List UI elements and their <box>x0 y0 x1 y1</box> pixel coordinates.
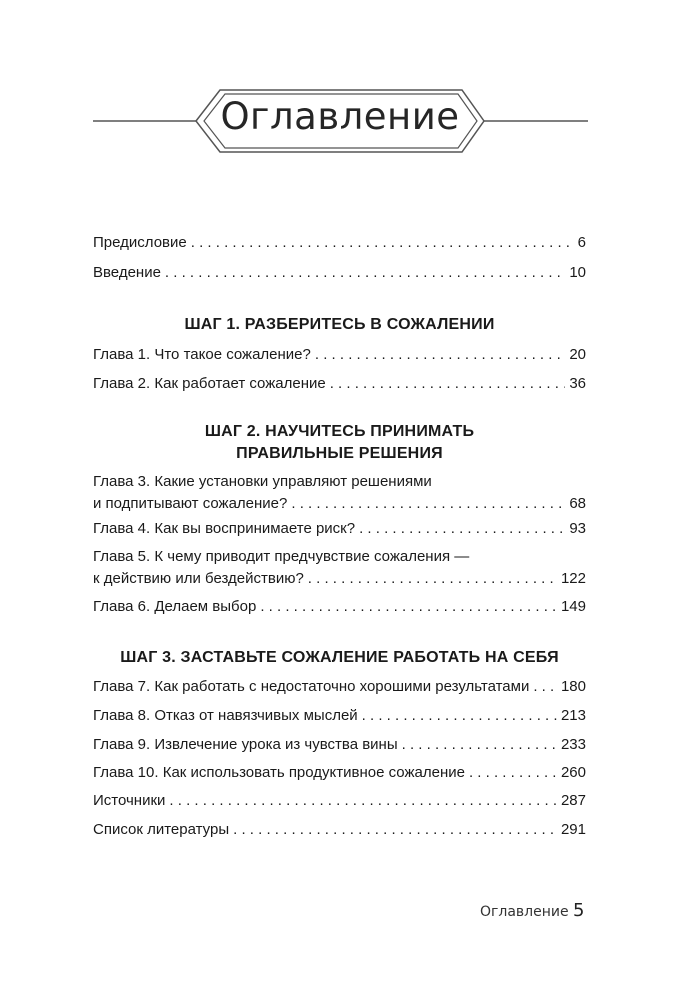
dot-leader <box>469 763 557 783</box>
toc-entry-page: 20 <box>569 346 586 363</box>
toc-entry-title: Глава 4. Как вы воспринимаете риск? <box>93 520 356 537</box>
toc-entry-page: 180 <box>560 678 586 695</box>
toc-entry-page: 6 <box>577 234 586 251</box>
toc-entry-chapter2[interactable] <box>93 374 586 394</box>
running-footer-label: Оглавление <box>480 904 569 920</box>
dot-leader <box>165 263 565 283</box>
dot-leader <box>315 345 565 365</box>
toc-entry-introduction[interactable] <box>93 263 586 283</box>
section-heading-step2-line2: ПРАВИЛЬНЫЕ РЕШЕНИЯ <box>236 445 443 462</box>
toc-entry-page: 213 <box>560 707 586 724</box>
dot-leader <box>260 597 557 617</box>
toc-entry-chapter4[interactable] <box>93 519 586 539</box>
toc-entry-chapter3[interactable] <box>93 494 586 514</box>
toc-entry-title: Список литературы <box>93 821 230 838</box>
dot-leader <box>308 569 557 589</box>
dot-leader <box>362 706 557 726</box>
toc-entry-page: 68 <box>569 495 586 512</box>
toc-entry-title: Глава 8. Отказ от навязчивых мыслей <box>93 707 358 724</box>
toc-entry-title: и подпитывают сожаление? <box>93 495 288 512</box>
toc-entry-page: 36 <box>569 375 586 392</box>
dot-leader <box>402 735 557 755</box>
toc-entry-chapter1[interactable] <box>93 345 586 365</box>
toc-entry-preface[interactable] <box>93 233 586 253</box>
toc-entry-title: Глава 6. Делаем выбор <box>93 598 257 615</box>
toc-entry-chapter9[interactable] <box>93 735 586 755</box>
toc-entry-title: Глава 7. Как работать с недостаточно хорошими результатами <box>93 678 530 695</box>
dot-leader <box>359 519 565 539</box>
section-heading-step1: ШАГ 1. РАЗБЕРИТЕСЬ В СОЖАЛЕНИИ <box>184 316 495 333</box>
toc-entry-page: 233 <box>560 736 586 753</box>
toc-entry-page: 10 <box>569 264 586 281</box>
toc-entry-title: Глава 1. Что такое сожаление? <box>93 346 311 363</box>
toc-entry-title: Предисловие <box>93 234 187 251</box>
toc-entry-page: 287 <box>560 792 586 809</box>
toc-entry-chapter3-line1[interactable]: Глава 3. Какие установки управляют решениями <box>93 473 432 490</box>
toc-entry-page: 93 <box>569 520 586 537</box>
toc-entry-sources[interactable] <box>93 791 586 811</box>
toc-entry-title: к действию или бездействию? <box>93 570 304 587</box>
toc-entry-bibliography[interactable] <box>93 820 586 840</box>
toc-entry-page: 149 <box>560 598 586 615</box>
toc-entry-title: Глава 2. Как работает сожаление <box>93 375 326 392</box>
page-title: Оглавление <box>220 95 460 138</box>
toc-entry-chapter10[interactable] <box>93 763 586 783</box>
dot-leader <box>330 374 566 394</box>
dot-leader <box>169 791 557 811</box>
page-number: 5 <box>573 900 585 921</box>
toc-entry-title: Глава 9. Извлечение урока из чувства вины <box>93 736 398 753</box>
section-heading-step2-line1: ШАГ 2. НАУЧИТЕСЬ ПРИНИМАТЬ <box>204 423 475 440</box>
section-heading-step3: ШАГ 3. ЗАСТАВЬТЕ СОЖАЛЕНИЕ РАБОТАТЬ НА СЕБЯ <box>120 649 559 666</box>
toc-entry-title: Глава 10. Как использовать продуктивное сожаление <box>93 764 465 781</box>
dot-leader <box>191 233 574 253</box>
toc-entry-chapter6[interactable] <box>93 597 586 617</box>
header-banner <box>0 78 681 168</box>
toc-entry-title: Источники <box>93 792 166 809</box>
dot-leader <box>533 677 557 697</box>
toc-entry-chapter5[interactable] <box>93 569 586 589</box>
toc-entry-page: 260 <box>560 764 586 781</box>
dot-leader <box>233 820 557 840</box>
toc-entry-chapter5-line1[interactable]: Глава 5. К чему приводит предчувствие сожаления — <box>93 548 470 565</box>
toc-entry-title: Введение <box>93 264 161 281</box>
toc-entry-chapter8[interactable] <box>93 706 586 726</box>
dot-leader <box>291 494 565 514</box>
toc-entry-page: 291 <box>560 821 586 838</box>
toc-entry-page: 122 <box>560 570 586 587</box>
toc-entry-chapter7[interactable] <box>93 677 586 697</box>
